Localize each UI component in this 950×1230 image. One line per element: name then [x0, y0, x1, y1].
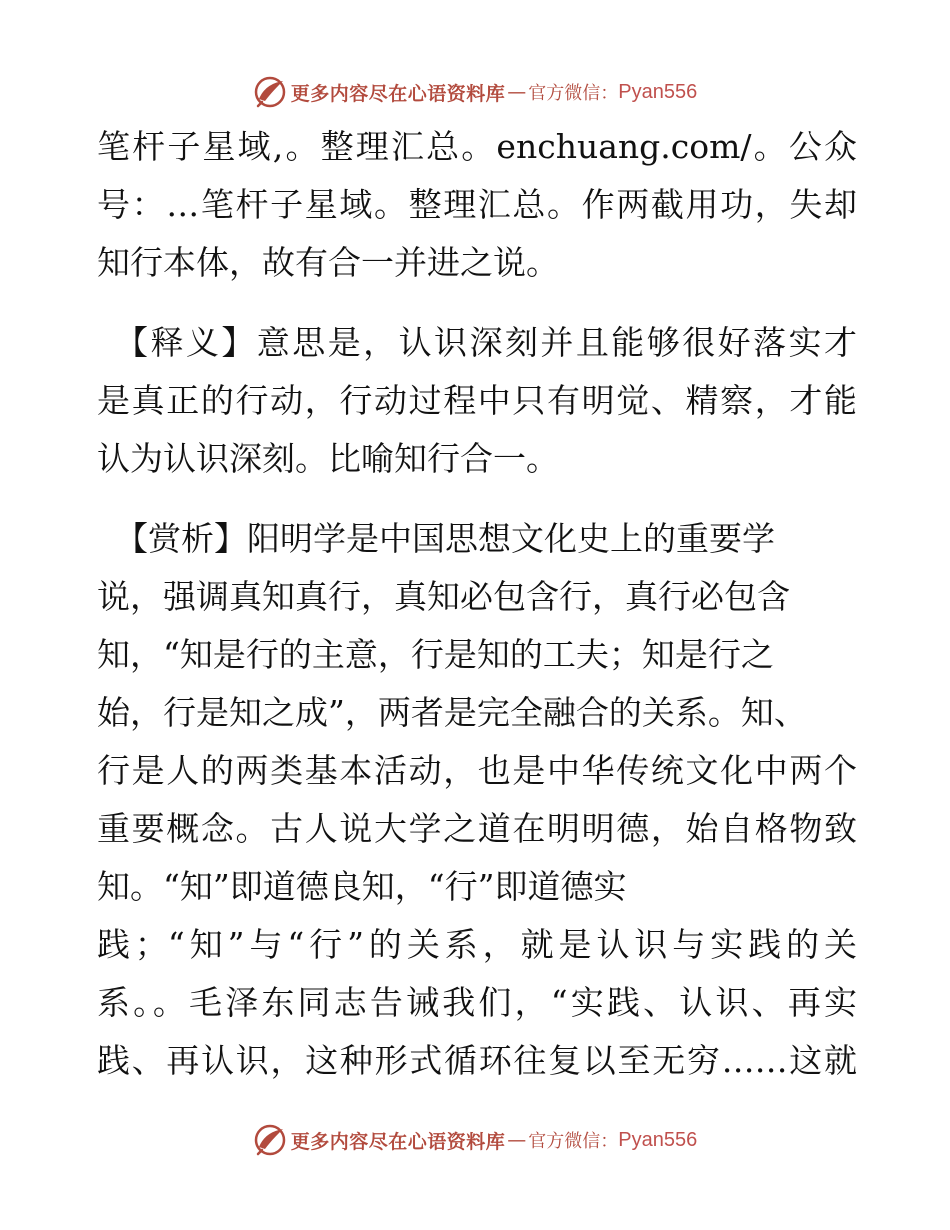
text-line: 号：…笔杆子星域。整理汇总。作两截用功，失却 — [97, 185, 857, 224]
text-line: 始，行是知之成”，两者是完全融合的关系。知、 — [97, 693, 807, 732]
text-line: 笔杆子星域,。整理汇总。enchuang.com/。公众 — [97, 127, 857, 166]
banner-text: 更多内容尽在心语资料库 — [290, 1130, 506, 1153]
banner-wechat-id: Pyan556 — [618, 80, 698, 103]
pen-logo-icon — [253, 1123, 287, 1157]
banner-text: 更多内容尽在心语资料库 — [290, 82, 506, 105]
text-line: 践；“知”与“行”的关系，就是认识与实践的关 — [97, 925, 857, 964]
text-line: 系。。毛泽东同志告诫我们，“实践、认识、再实 — [97, 983, 857, 1022]
banner-dash: — — [507, 81, 527, 103]
text-line: 知，“知是行的主意，行是知的工夫；知是行之 — [97, 635, 774, 674]
text-line: 说，强调真知真行，真知必包含行，真行必包含 — [97, 577, 790, 616]
text-line: 知。“知”即道德良知，“行”即道德实 — [97, 867, 627, 906]
text-line: 【释义】意思是，认识深刻并且能够很好落实才 — [115, 323, 857, 362]
text-line: 行是人的两类基本活动，也是中华传统文化中两个 — [97, 751, 857, 790]
banner-dash: — — [507, 1129, 527, 1151]
banner-wechat-label: 官方微信： — [528, 83, 619, 104]
paragraph-source — [97, 118, 857, 292]
paragraph-appreciation — [97, 510, 857, 1090]
document-body — [97, 118, 857, 1090]
text-line: 践、再认识，这种形式循环往复以至无穷……这就 — [97, 1041, 857, 1080]
footer-banner — [0, 1120, 950, 1160]
header-banner — [0, 72, 950, 112]
text-line: 重要概念。古人说大学之道在明明德，始自格物致 — [97, 809, 857, 848]
banner-wechat-id: Pyan556 — [618, 1128, 698, 1151]
text-line: 知行本体，故有合一并进之说。 — [97, 243, 559, 282]
pen-logo-icon — [253, 75, 287, 109]
banner-wechat-label: 官方微信： — [528, 1131, 619, 1152]
paragraph-explanation — [97, 314, 857, 488]
text-line: 【赏析】阳明学是中国思想文化史上的重要学 — [115, 519, 775, 558]
text-line: 是真正的行动，行动过程中只有明觉、精察，才能 — [97, 381, 857, 420]
text-line: 认为认识深刻。比喻知行合一。 — [97, 439, 559, 478]
